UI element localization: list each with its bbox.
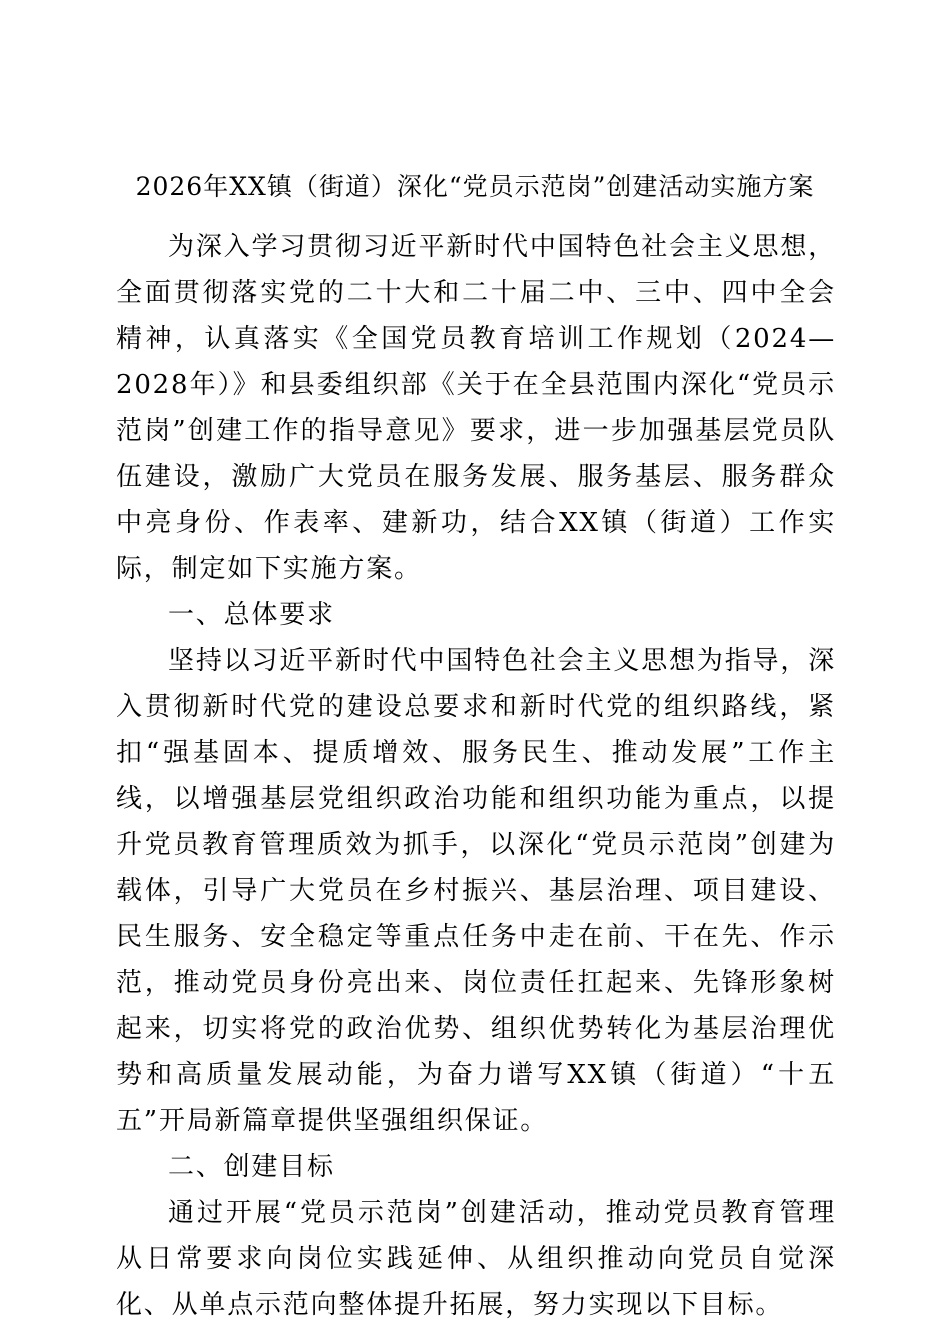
section-heading-creation-goals: 二、创建目标	[168, 1152, 335, 1182]
intro-paragraph: 为深入学习贯彻习近平新时代中国特色社会主义思想，全面贯彻落实党的二十大和二十届二中、三中、四中全会精神，认真落实《全国党员教育培训工作规划（2024—2028年）》和县委组织部《关于在全县范围内深化“党员示范岗”创建工作的指导意见》要求，进一步加强基层党员队伍建设，激励广大党员在服务发展、服务基层、服务群众中亮身份、作表率、建新功，结合XX镇（街道）工作实际，制定如下实施方案。	[116, 232, 836, 584]
document-body	[116, 224, 836, 1328]
document-title: 2026年XX镇（街道）深化“党员示范岗”创建活动实施方案	[135, 172, 815, 201]
section-heading-overall-requirements: 一、总体要求	[168, 600, 335, 630]
section-paragraph-creation-goals: 通过开展“党员示范岗”创建活动，推动党员教育管理从日常要求向岗位实践延伸、从组织推动向党员自觉深化、从单点示范向整体提升拓展，努力实现以下目标。	[116, 1198, 836, 1320]
section-paragraph-overall-requirements: 坚持以习近平新时代中国特色社会主义思想为指导，深入贯彻新时代党的建设总要求和新时代党的组织路线，紧扣“强基固本、提质增效、服务民生、推动发展”工作主线，以增强基层党组织政治功能和组织功能为重点，以提升党员教育管理质效为抓手，以深化“党员示范岗”创建为载体，引导广大党员在乡村振兴、基层治理、项目建设、民生服务、安全稳定等重点任务中走在前、干在先、作示范，推动党员身份亮出来、岗位责任扛起来、先锋形象树起来，切实将党的政治优势、组织优势转化为基层治理优势和高质量发展动能，为奋力谱写XX镇（街道）“十五五”开局新篇章提供坚强组织保证。	[116, 646, 836, 1136]
